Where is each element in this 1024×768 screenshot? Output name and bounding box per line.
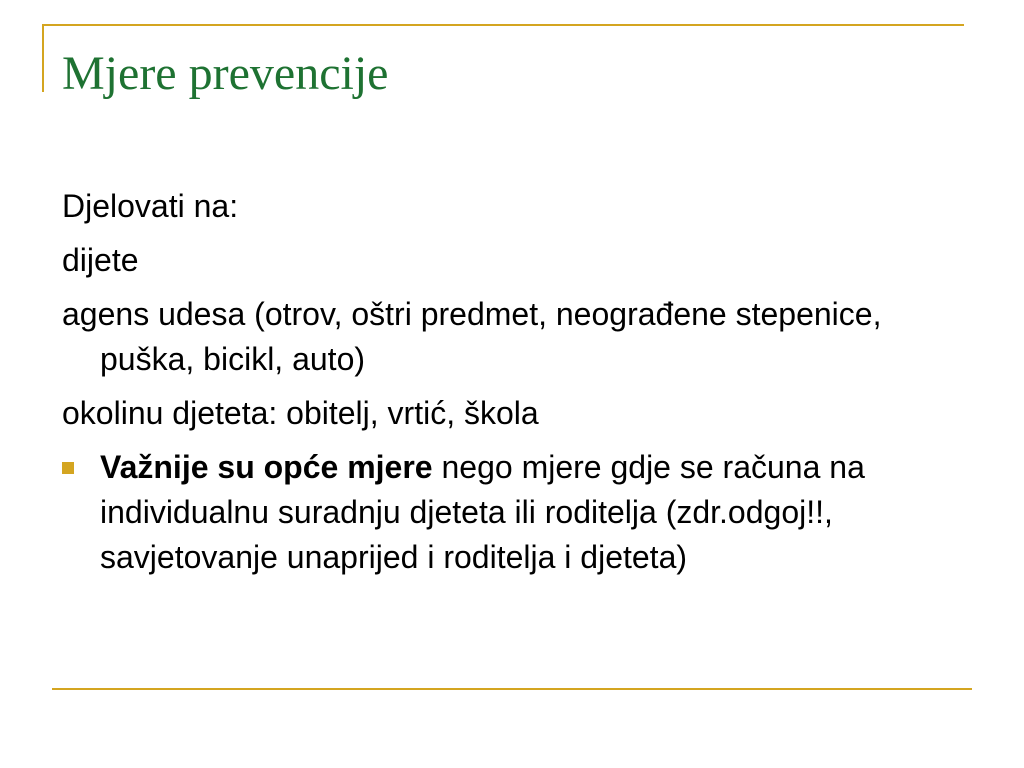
square-bullet-icon xyxy=(62,462,74,474)
body-line-child: dijete xyxy=(62,242,139,278)
frame-top-rule xyxy=(42,24,964,26)
slide-title: Mjere prevencije xyxy=(62,47,389,100)
bullet-rest-text: nego mjere gdje se računa na individualnu suradnju djeteta ili roditelja (zdr.odgoj!!, savjetovanje unaprijed i roditelja i djeteta) xyxy=(100,449,865,575)
body-line-intro: Djelovati na: xyxy=(62,188,239,224)
bullet-item xyxy=(62,445,962,580)
slide-body xyxy=(62,184,962,589)
bullet-bold-text: Važnije su opće mjere xyxy=(100,449,433,485)
frame-vertical-rule xyxy=(42,24,44,92)
body-line-environment: okolinu djeteta: obitelj, vrtić, škola xyxy=(62,395,539,431)
body-line-agent: agens udesa (otrov, oštri predmet, neograđene stepenice, puška, bicikl, auto) xyxy=(62,296,882,377)
frame-bottom-rule xyxy=(52,688,972,690)
